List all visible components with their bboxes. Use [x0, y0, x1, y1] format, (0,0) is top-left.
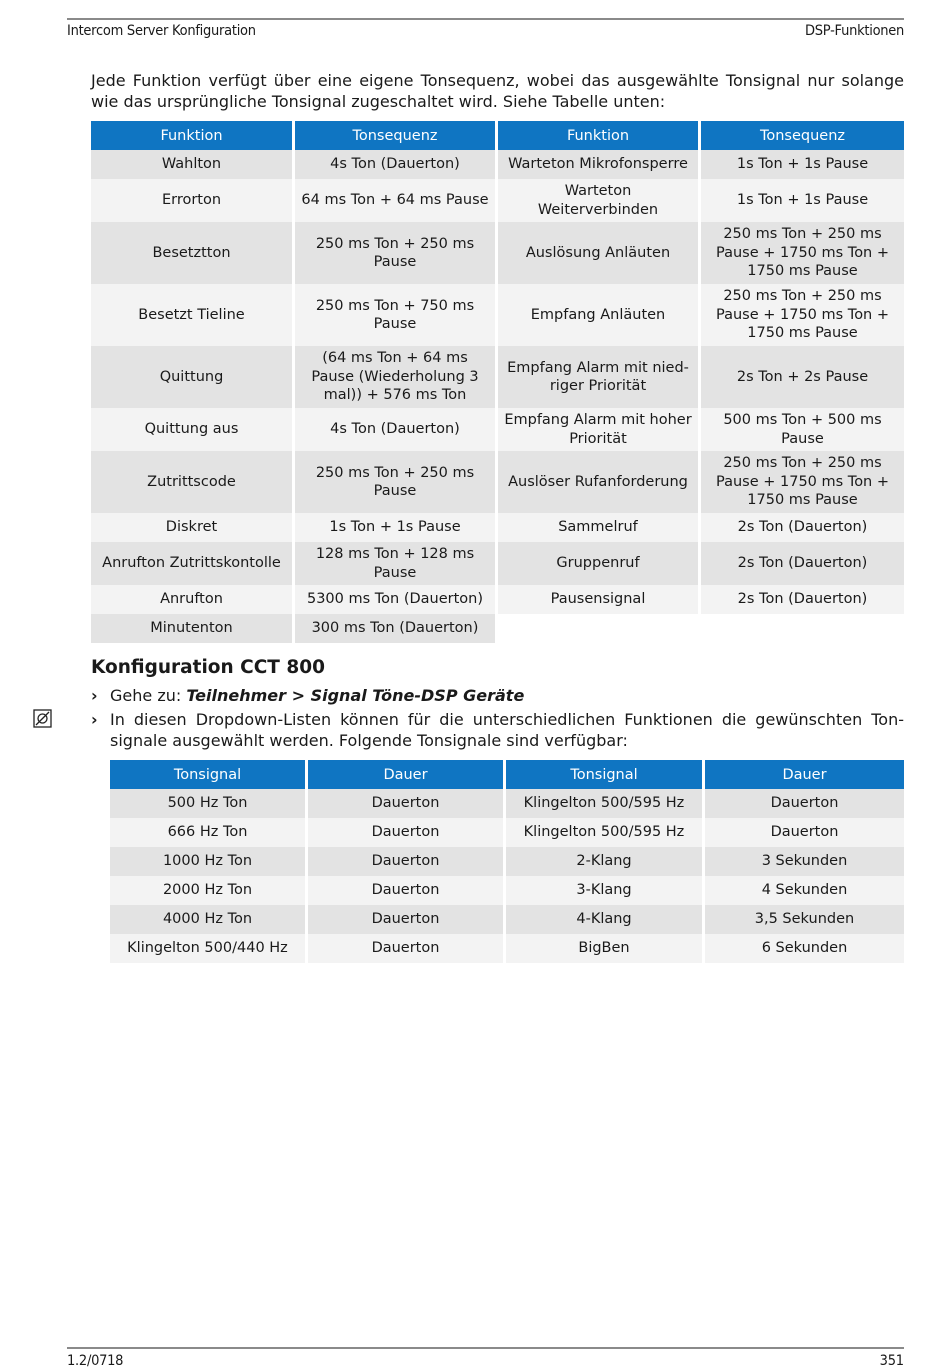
table-cell: 250 ms Ton + 250 ms Pause + 1750 ms Ton + 1750 ms Pause: [701, 284, 904, 346]
step-text: [110, 685, 904, 706]
table-cell: 2s Ton (Dauerton): [701, 513, 904, 542]
table-cell: 5300 ms Ton (Dauerton): [295, 585, 498, 614]
table-cell: Dauerton: [308, 876, 506, 905]
table-cell: (64 ms Ton + 64 ms Pause (Wiederholung 3 mal)) + 576 ms Ton: [295, 346, 498, 408]
table-row: [110, 876, 904, 905]
table-cell: 500 ms Ton + 500 ms Pause: [701, 408, 904, 451]
running-header-left: Intercom Server Konfiguration: [67, 23, 256, 39]
running-header-right: DSP-Funktionen: [804, 23, 904, 39]
column-header: Funktion: [91, 121, 295, 150]
table-row: [91, 408, 904, 451]
column-header: Tonsequenz: [701, 121, 904, 150]
table-cell: 2s Ton (Dauerton): [701, 585, 904, 614]
table-cell: 4 Sekunden: [705, 876, 904, 905]
table-cell: Warteton Mikrofonsperre: [498, 150, 701, 179]
table-row: [91, 150, 904, 179]
table-cell: Dauerton: [308, 789, 506, 818]
table-cell: Diskret: [91, 513, 295, 542]
table-header-row: [91, 121, 904, 150]
table-row: [91, 284, 904, 346]
table-row: [91, 222, 904, 284]
table-cell: Besetztton: [91, 222, 295, 284]
table-cell: 2000 Hz Ton: [110, 876, 308, 905]
table-row: [91, 451, 904, 513]
table-cell: 666 Hz Ton: [110, 818, 308, 847]
table-row: [110, 934, 904, 963]
table-row: [91, 346, 904, 408]
table-cell: Auslösung Anläuten: [498, 222, 701, 284]
step-prefix: Gehe zu:: [110, 686, 187, 705]
table-cell: 250 ms Ton + 250 ms Pause: [295, 451, 498, 513]
menu-path: Teilnehmer > Signal Töne-DSP Geräte: [186, 686, 525, 705]
table-cell: Besetzt Tieline: [91, 284, 295, 346]
table-row: [110, 818, 904, 847]
section-heading: Konfiguration CCT 800: [91, 657, 325, 678]
step-text: In diesen Dropdown-Listen können für die unterschiedlichen Funktionen die gewünschten Ton-signale ausgewählt werden. Folgende Tonsignale sind verfügbar:: [110, 710, 904, 750]
empty-cell: [701, 614, 904, 643]
table-cell: Dauerton: [308, 847, 506, 876]
hand-note-icon: [33, 709, 52, 728]
table-row: [110, 905, 904, 934]
table-cell: Dauerton: [705, 818, 904, 847]
table-cell: 3,5 Sekunden: [705, 905, 904, 934]
table-cell: Gruppenruf: [498, 542, 701, 585]
chevron-right-icon: ›: [91, 686, 98, 705]
header-rule: [67, 18, 904, 20]
table-cell: Dauerton: [308, 934, 506, 963]
table-cell: Dauerton: [705, 789, 904, 818]
table-cell: Empfang Alarm mit nied-riger Priorität: [498, 346, 701, 408]
table-cell: BigBen: [506, 934, 705, 963]
column-header: Tonsignal: [506, 760, 705, 789]
table-cell: Dauerton: [308, 905, 506, 934]
table-cell: 2-Klang: [506, 847, 705, 876]
page-number: 351: [879, 1353, 904, 1369]
column-header: Tonsequenz: [295, 121, 498, 150]
tone-sequence-table: [91, 121, 904, 643]
table-cell: Klingelton 500/595 Hz: [506, 789, 705, 818]
document-version: 1.2/0718: [67, 1353, 124, 1369]
table-cell: 3 Sekunden: [705, 847, 904, 876]
chevron-right-icon: ›: [91, 710, 98, 729]
table-cell: 250 ms Ton + 250 ms Pause + 1750 ms Ton + 1750 ms Pause: [701, 222, 904, 284]
table-cell: 128 ms Ton + 128 ms Pause: [295, 542, 498, 585]
table-cell: Zutrittscode: [91, 451, 295, 513]
empty-cell: [498, 614, 701, 643]
table-cell: 1s Ton + 1s Pause: [701, 179, 904, 222]
table-cell: 1s Ton + 1s Pause: [295, 513, 498, 542]
table-cell: Errorton: [91, 179, 295, 222]
table-row: [110, 789, 904, 818]
table-header-row: [110, 760, 904, 789]
table-cell: 64 ms Ton + 64 ms Pause: [295, 179, 498, 222]
table-cell: Sammelruf: [498, 513, 701, 542]
table-cell: 4s Ton (Dauerton): [295, 408, 498, 451]
table-cell: 3-Klang: [506, 876, 705, 905]
table-cell: Dauerton: [308, 818, 506, 847]
table-row: [91, 513, 904, 542]
table-cell: 1s Ton + 1s Pause: [701, 150, 904, 179]
step-dropdown: [91, 709, 904, 751]
table-cell: Pausensignal: [498, 585, 701, 614]
table-cell: 2s Ton (Dauerton): [701, 542, 904, 585]
column-header: Funktion: [498, 121, 701, 150]
step-goto: [91, 685, 904, 706]
table-cell: 6 Sekunden: [705, 934, 904, 963]
table-cell: Warteton Weiterverbinden: [498, 179, 701, 222]
footer-rule: [67, 1347, 904, 1349]
table-cell: 250 ms Ton + 250 ms Pause: [295, 222, 498, 284]
table-cell: Empfang Anläuten: [498, 284, 701, 346]
table-cell: Quittung aus: [91, 408, 295, 451]
table-cell: Klingelton 500/440 Hz: [110, 934, 308, 963]
table-cell: Anrufton: [91, 585, 295, 614]
table-cell: Klingelton 500/595 Hz: [506, 818, 705, 847]
table-cell: 300 ms Ton (Dauerton): [295, 614, 498, 643]
table-cell: Quittung: [91, 346, 295, 408]
table-cell: 4000 Hz Ton: [110, 905, 308, 934]
table-row: [91, 542, 904, 585]
intro-paragraph: Jede Funktion verfügt über eine eigene Tonsequenz, wobei das ausgewählte Tonsignal nur solange wie das ursprüngliche Tonsignal zugeschaltet wird. Siehe Tabelle unten:: [91, 71, 904, 111]
table-row: [91, 614, 904, 643]
table-cell: 2s Ton + 2s Pause: [701, 346, 904, 408]
table-cell: 1000 Hz Ton: [110, 847, 308, 876]
column-header: Tonsignal: [110, 760, 308, 789]
table-row: [91, 179, 904, 222]
table-cell: Wahlton: [91, 150, 295, 179]
table-cell: 250 ms Ton + 750 ms Pause: [295, 284, 498, 346]
table-row: [110, 847, 904, 876]
table-cell: Auslöser Rufanforderung: [498, 451, 701, 513]
table-cell: Minutenton: [91, 614, 295, 643]
column-header: Dauer: [705, 760, 904, 789]
tone-signal-table: [110, 760, 904, 963]
column-header: Dauer: [308, 760, 506, 789]
table-cell: Anrufton Zutrittskontolle: [91, 542, 295, 585]
table-cell: Empfang Alarm mit hoher Priorität: [498, 408, 701, 451]
table-row: [91, 585, 904, 614]
table-cell: 4s Ton (Dauerton): [295, 150, 498, 179]
table-cell: 4-Klang: [506, 905, 705, 934]
table-cell: 500 Hz Ton: [110, 789, 308, 818]
table-cell: 250 ms Ton + 250 ms Pause + 1750 ms Ton + 1750 ms Pause: [701, 451, 904, 513]
